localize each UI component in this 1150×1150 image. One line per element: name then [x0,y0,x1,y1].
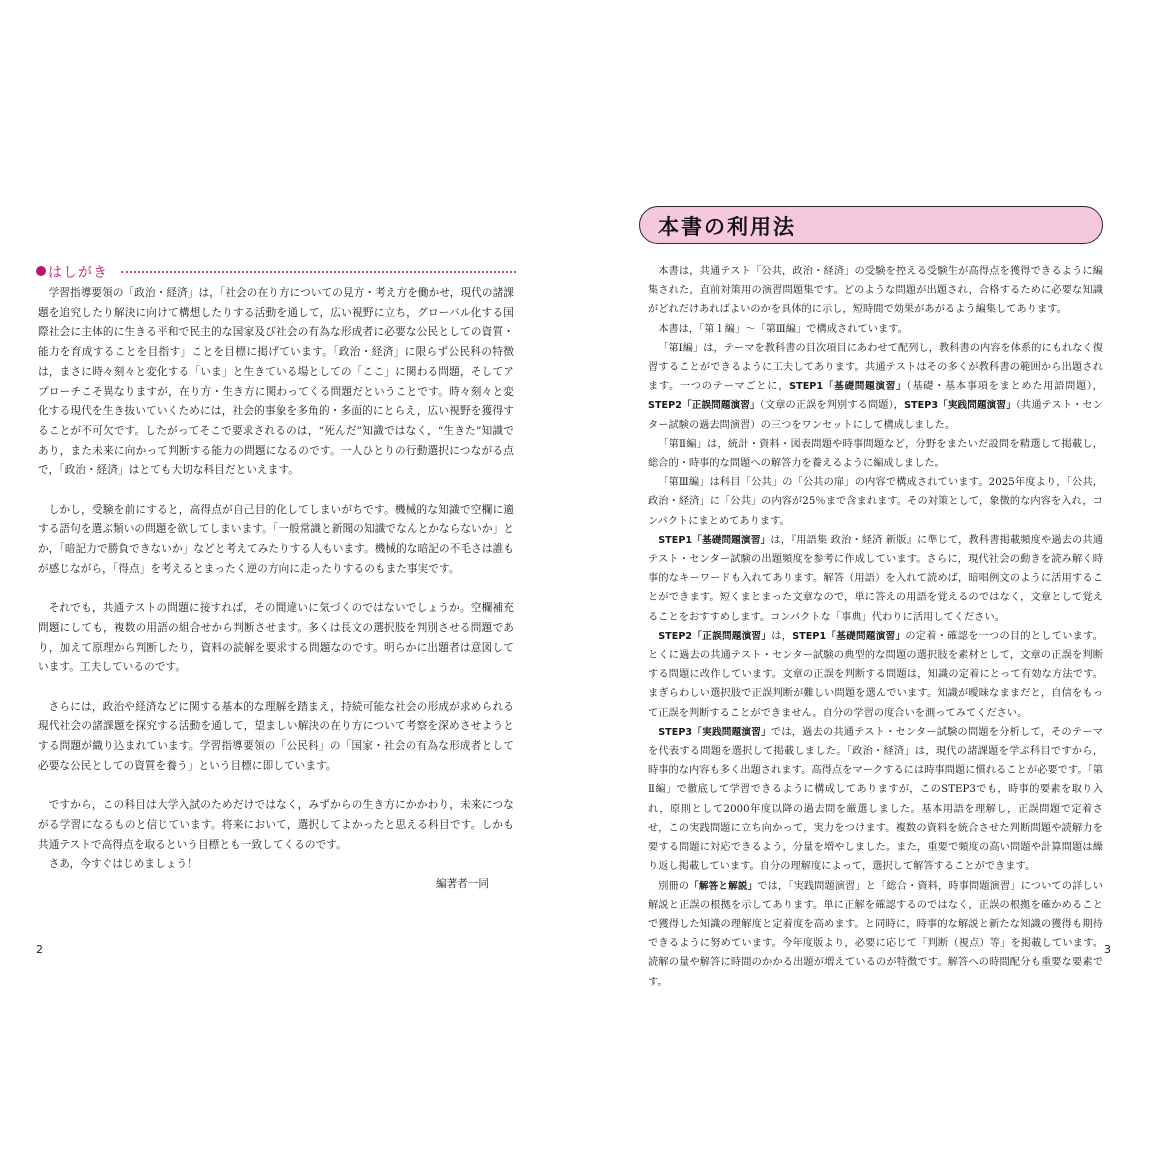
bold-label: STEP1「基礎問題演習」 [658,534,771,546]
preface-paragraph: ですから，この科目は大学入試のためだけではなく，みずからの生き方にかかわり，未来につながる学習になるものと信じています。将来において，選択してよかったと思える科目です。しかも共通テストで高得点を取るという目標とも一致してくるのです。 [38,799,514,851]
dotted-rule [121,271,516,273]
preface-paragraph: さらには，政治や経済などに関する基本的な理解を踏まえ，持続可能な社会の形成が求められる現代社会の諸課題を探究する活動を通して，望ましい解決の在り方について考察を深めさせようとする問題が織り込まれています。学習指導要領の「公民科」の「国家・社会の有為な形成者として必要な公民としての資質を養う」という目標に即しています。 [38,700,514,772]
usage-paragraph: 「第Ⅱ編」は，統計・資料・図表問題や時事問題など，分野をまたいだ設問を精選して掲載し，総合的・時事的な問題への解答力を養えるように編成しました。 [648,438,1103,470]
usage-title-box [639,206,1103,244]
bold-label: STEP3「実践問題演習」 [904,400,1016,412]
preface-paragraph: さあ，今すぐはじめましょう！ [48,858,198,871]
usage-title: 本書の利用法 [658,215,796,239]
bold-label: STEP3「実践問題演習」 [658,726,771,738]
preface-body [38,284,514,875]
usage-paragraph: 別冊の「解答と解説」では，「実践問題演習」と「総合・資料，時事問題演習」についての詳しい解説と正誤の根拠を示してあります。単に正解を確認するのではなく，正誤の根拠を確かめることで獲得した知識の理解度と定着度を高めます。と同時に，時事的な解説と新たな知識の獲得も期待できるように努めています。今年度版より，必要に応じて「判断（視点）等」を掲載しています。読解の量や解答に時間のかかる出題が増えているのが特徴です。解答への時間配分も重要な要素です。 [648,880,1103,988]
preface-heading [36,263,516,281]
usage-body [648,262,1103,992]
bold-label: STEP2「正誤問題演習」 [658,630,772,642]
usage-paragraph: STEP1「基礎問題演習」は，『用語集 政治・経済 新版』に準じて，教科書掲載頻度や過去の共通テスト・センター試験の出題頻度を参考に作成しています。さらに，現代社会の動きを読み解く時事的なキーワードも入れてあります。解答（用語）を入れて読めば，暗唱例文のように活用することができます。短くまとまった文章なので，単に答えの用語を覚えるのではなく，文章として覚えることをおすすめします。コンパクトな「事典」代わりに活用してください。 [648,534,1103,623]
signature: 編著者一同 [436,878,489,890]
preface-paragraph: 学習指導要領の「政治・経済」は，「社会の在り方についての見方・考え方を働かせ，現代の諸課題を追究したり解決に向けて構想したりする活動を通して，広い視野に立ち，グローバル化する国際社会に主体的に生きる平和で民主的な国家及び社会の有為な形成者に必要な公民としての資質・能力を育成することを目指す」ことを目標に掲げています。「政治・経済」に限らず公民科の特徴は，まさに時々刻々と変化する「いま」と生きている場としての「ここ」に関わる問題，そしてアプローチこそ異なりますが，在り方・生き方に関わってくる問題だということです。時々刻々と変化する現代を生き抜いていくためには，社会的事象を多角的・多面的にとらえ，広い視野を獲得することが不可欠です。したがってそこで要求されるのは，“死んだ”知識ではなく，“生きた”知識であり，また未来に向かって判断する能力の問題になるのです。一人ひとりの行動選択につながる点で，「政治・経済」はとても大切な科目だといえます。 [38,287,514,477]
usage-paragraph: STEP2「正誤問題演習」は，STEP1「基礎問題演習」の定着・確認を一つの目的としています。とくに過去の共通テスト・センター試験の典型的な問題の選択肢を素材として，文章の正誤を判断する問題に改作しています。文章の正誤を判断する問題は，知識の定着にとって有効な方法です。まぎらわしい選択肢で正誤判断が難しい問題を選んでいます。知識が曖昧なままだと，自信をもって正誤を判断することができません。自分の学習の度合いを測ってみてください。 [648,630,1103,719]
usage-paragraph: 「第Ⅲ編」は科目「公共」の「公共の扉」の内容で構成されています。2025年度より，「公共，政治・経済」に「公共」の内容が25％まで含まれます。その対策として，象徴的な内容を入れ，コンパクトにまとめてあります。 [648,477,1103,527]
bold-label: STEP1「基礎問題演習」 [789,381,907,393]
usage-paragraph: 本書は，共通テスト「公共，政治・経済」の受験を控える受験生が高得点を獲得できるように編集された，直前対策用の演習問題集です。どのような問題が出題され，合格するために必要な知識がどれだけあればよいのかを具体的に示し，短時間で効果があがるよう編集してあります。 [648,266,1103,316]
preface-paragraph: それでも，共通テストの問題に接すれば，その間違いに気づくのではないでしょうか。空欄補充問題にしても，複数の用語の組合せから判断させます。多くは長文の選択肢を判別させる問題であり，加えて原理から判断したり，資料の読解を要求する問題なのです。明らかに出題者は意図しています。工夫しているのです。 [38,602,514,674]
bold-label: STEP2「正誤問題演習」 [648,400,760,412]
page-number-left: 2 [36,943,43,956]
usage-paragraph: 「第Ⅰ編」は，テーマを教科書の目次項目にあわせて配列し，教科書の内容を体系的にもれなく復習することができるように工夫してあります。共通テストはその多くが教科書の範囲から出題されます。一つのテーマごとに，STEP1「基礎問題演習」（基礎・基本事項をまとめた用語問題），STEP2「正誤問題演習」（文章の正誤を判別する問題），STEP3「実践問題演習」（共通テスト・センター試験の過去問演習）の三つをワンセットにして構成しました。 [648,342,1103,431]
bullet-icon [36,266,46,276]
usage-paragraph: STEP3「実践問題演習」では，過去の共通テスト・センター試験の問題を分析して，そのテーマを代表する問題を選択して掲載しました。「政治・経済」は，現代の諸課題を学ぶ科目ですから，時事的な内容も多く出題されます。高得点をマークするには時事問題に慣れることが必要です。「第Ⅱ編」で徹底して学習できるように構成してありますが，このSTEP3でも，時事的要素を取り入れ，原則として2000年度以降の過去問を厳選しました。基本用語を理解し，正誤問題で定着させ，この実践問題に立ち向かって，実力をつけます。複数の資料を統合させた判断問題や読解力を要する問題に対応できるよう，分量を増やしました。また，重要で頻度の高い問題や計算問題は繰り返し掲載しています。自分の理解度によって，選択して解答することができます。 [648,726,1103,873]
preface-heading-label: はしがき [48,265,108,281]
bold-label: STEP1「基礎問題演習」 [792,630,906,642]
bold-label: 「解答と解説」 [689,880,758,892]
right-page [575,0,1150,1150]
preface-paragraph: しかし，受験を前にすると，高得点が自己目的化してしまいがちです。機械的な知識で空欄に適する語句を選ぶ類いの問題を欲してしまいます。「一般常識と新聞の知識でなんとかならないか」とか，「暗記力で勝負できないか」などと考えてみたりする人もいます。機械的な暗記の不毛さは誰もが感じながら，「得点」を考えるとまったく逆の方向に走ったりするのもまた事実です。 [38,503,514,575]
usage-paragraph: 本書は，「第１編」〜「第Ⅲ編」で構成されています。 [658,323,908,335]
page-number-right: 3 [1104,943,1111,956]
